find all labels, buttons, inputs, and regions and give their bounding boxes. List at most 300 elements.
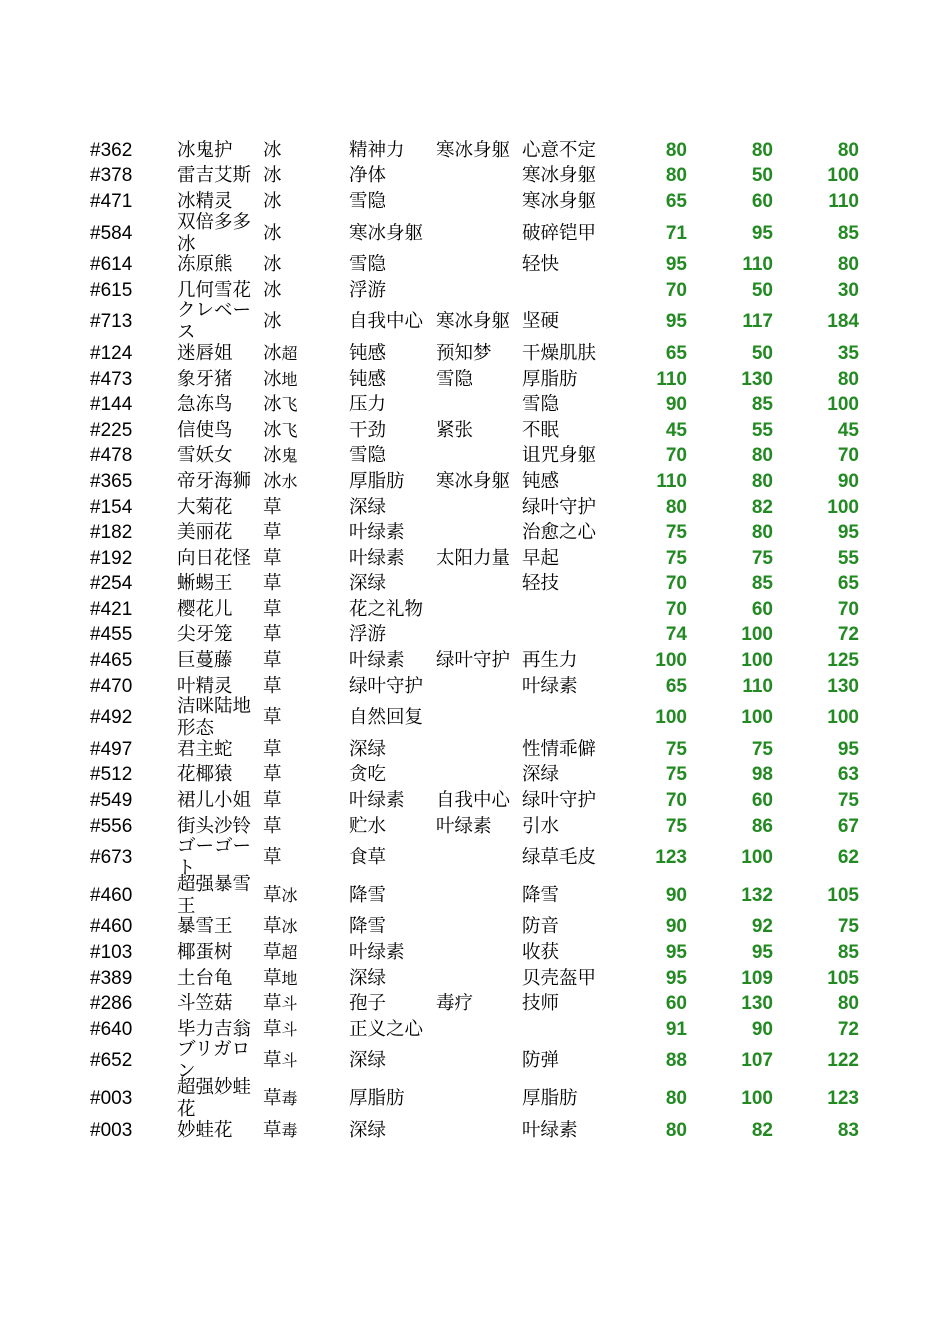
table-row xyxy=(0,189,950,215)
primary-type: 草 xyxy=(263,598,282,620)
stat1-cell: 90 xyxy=(665,394,687,416)
id-cell: #460 xyxy=(90,916,133,938)
name-cell: 几何雪花 xyxy=(177,279,252,301)
ability2-cell xyxy=(436,737,520,763)
id-cell: #378 xyxy=(90,165,133,187)
type-cell xyxy=(263,674,347,700)
ability1-cell: 深绿 xyxy=(349,573,387,595)
stat3-cell: 85 xyxy=(837,222,859,244)
stat1-cell: 75 xyxy=(665,815,687,837)
table-row xyxy=(0,763,950,789)
ability2-cell xyxy=(436,877,520,915)
stat3-cell: 62 xyxy=(837,847,859,869)
stat2-cell: 109 xyxy=(741,967,773,989)
ability2-cell: 雪隐 xyxy=(436,368,474,390)
stat3-cell: 110 xyxy=(828,190,859,212)
ability2-cell xyxy=(436,1118,520,1144)
id-cell: #614 xyxy=(90,254,133,276)
hidden-ability-cell: 防弹 xyxy=(522,1050,560,1072)
secondary-type: 飞 xyxy=(281,420,298,440)
hidden-ability-cell: 防音 xyxy=(522,916,560,938)
table-row xyxy=(0,966,950,992)
secondary-type: 超 xyxy=(281,343,298,363)
secondary-type: 斗 xyxy=(281,1019,298,1039)
stat1-cell: 80 xyxy=(665,165,687,187)
stat3-cell: 122 xyxy=(827,1050,859,1072)
primary-type: 冰 xyxy=(263,222,282,244)
name-cell: 尖牙笼 xyxy=(177,624,233,646)
hidden-ability-cell: 不眠 xyxy=(522,419,560,441)
stat1-cell: 75 xyxy=(665,522,687,544)
name-cell: 超强妙蛙花 xyxy=(177,1076,252,1120)
primary-type: 冰 xyxy=(263,139,282,161)
primary-type: 冰 xyxy=(263,445,282,467)
ability1-cell: 孢子 xyxy=(349,993,387,1015)
name-cell: 洁咪陆地形态 xyxy=(177,696,252,740)
primary-type: 冰 xyxy=(263,254,282,276)
id-cell: #497 xyxy=(90,738,133,760)
name-cell: 土台龟 xyxy=(177,967,233,989)
hidden-ability-cell: 轻技 xyxy=(522,573,560,595)
stat2-cell: 100 xyxy=(741,707,773,729)
name-cell: 急冻鸟 xyxy=(177,394,233,416)
stat2-cell: 80 xyxy=(751,139,773,161)
ability2-cell xyxy=(436,597,520,623)
table-row xyxy=(0,211,950,255)
ability1-cell: 深绿 xyxy=(349,1119,387,1141)
type-cell xyxy=(263,495,347,521)
stat2-cell: 55 xyxy=(751,419,773,441)
type-cell xyxy=(263,1043,347,1081)
stat2-cell: 130 xyxy=(741,993,773,1015)
hidden-ability-cell: 破碎铠甲 xyxy=(522,222,597,244)
stat1-cell: 80 xyxy=(665,139,687,161)
stat2-cell: 80 xyxy=(751,445,773,467)
type-cell xyxy=(263,572,347,598)
stat1-cell: 100 xyxy=(655,707,687,729)
name-cell: 信使鸟 xyxy=(177,419,233,441)
stat1-cell: 95 xyxy=(665,967,687,989)
stat2-cell: 95 xyxy=(751,222,773,244)
stat3-cell: 83 xyxy=(837,1119,859,1141)
hidden-ability-cell xyxy=(522,623,622,649)
stat2-cell: 130 xyxy=(741,368,773,390)
table-row xyxy=(0,737,950,763)
hidden-ability-cell: 降雪 xyxy=(522,884,560,906)
ability1-cell: 降雪 xyxy=(349,916,387,938)
stat2-cell: 85 xyxy=(751,394,773,416)
type-cell xyxy=(263,788,347,814)
name-cell: 毕力吉翁 xyxy=(177,1018,252,1040)
ability1-cell: 叶绿素 xyxy=(349,942,405,964)
hidden-ability-cell: 再生力 xyxy=(522,650,578,672)
primary-type: 草 xyxy=(263,790,282,812)
hidden-ability-cell: 绿叶守护 xyxy=(522,790,597,812)
table-row xyxy=(0,873,950,917)
type-cell xyxy=(263,839,347,877)
ability2-cell xyxy=(436,520,520,546)
secondary-type: 水 xyxy=(281,471,298,491)
stat3-cell: 65 xyxy=(837,573,859,595)
stat1-cell: 91 xyxy=(665,1018,687,1040)
id-cell: #465 xyxy=(90,650,133,672)
id-cell: #460 xyxy=(90,884,133,906)
name-cell: 裙儿小姐 xyxy=(177,790,252,812)
secondary-type: 飞 xyxy=(281,395,298,415)
id-cell: #556 xyxy=(90,815,133,837)
ability1-cell: 深绿 xyxy=(349,496,387,518)
name-cell: 冰鬼护 xyxy=(177,139,233,161)
ability1-cell: 降雪 xyxy=(349,884,387,906)
stat1-cell: 70 xyxy=(665,573,687,595)
type-cell xyxy=(263,648,347,674)
stat2-cell: 80 xyxy=(751,522,773,544)
stat3-cell: 80 xyxy=(837,139,859,161)
type-cell xyxy=(263,189,347,215)
stat3-cell: 100 xyxy=(827,394,859,416)
ability1-cell: 精神力 xyxy=(349,139,405,161)
stat2-cell: 75 xyxy=(751,738,773,760)
stat3-cell: 95 xyxy=(837,522,859,544)
type-cell xyxy=(263,915,347,941)
ability1-cell: 雪隐 xyxy=(349,190,387,212)
type-cell xyxy=(263,215,347,253)
primary-type: 草 xyxy=(263,624,282,646)
stat3-cell: 125 xyxy=(827,650,859,672)
ability1-cell: 厚脂肪 xyxy=(349,1087,405,1109)
name-cell: 冰精灵 xyxy=(177,190,233,212)
primary-type: 草 xyxy=(263,916,282,938)
stat3-cell: 45 xyxy=(837,419,859,441)
stat2-cell: 110 xyxy=(742,254,773,276)
id-cell: #492 xyxy=(90,707,133,729)
name-cell: 妙蛙花 xyxy=(177,1119,233,1141)
ability1-cell: 厚脂肪 xyxy=(349,470,405,492)
ability1-cell: 深绿 xyxy=(349,967,387,989)
type-cell xyxy=(263,138,347,164)
primary-type: 草 xyxy=(263,1050,282,1072)
table-row xyxy=(0,444,950,470)
hidden-ability-cell: 贝壳盔甲 xyxy=(522,967,597,989)
type-cell xyxy=(263,737,347,763)
stat3-cell: 123 xyxy=(827,1087,859,1109)
ability1-cell: 钝感 xyxy=(349,342,387,364)
primary-type: 冰 xyxy=(263,394,282,416)
hidden-ability-cell: 诅咒身躯 xyxy=(522,445,597,467)
stat1-cell: 95 xyxy=(665,311,687,333)
type-cell xyxy=(263,814,347,840)
type-cell xyxy=(263,1017,347,1043)
ability1-cell: 叶绿素 xyxy=(349,790,405,812)
id-cell: #254 xyxy=(90,573,133,595)
ability2-cell xyxy=(436,444,520,470)
table-row xyxy=(0,469,950,495)
secondary-type: 冰 xyxy=(281,885,298,905)
secondary-type: 斗 xyxy=(281,1051,298,1071)
stat3-cell: 72 xyxy=(837,1018,859,1040)
stat1-cell: 95 xyxy=(665,942,687,964)
type-cell xyxy=(263,940,347,966)
stat3-cell: 35 xyxy=(837,342,859,364)
stat2-cell: 75 xyxy=(751,547,773,569)
ability1-cell: 贮水 xyxy=(349,815,387,837)
stat2-cell: 98 xyxy=(751,764,773,786)
ability1-cell: 花之礼物 xyxy=(349,598,424,620)
type-cell xyxy=(263,699,347,737)
hidden-ability-cell: 引水 xyxy=(522,815,560,837)
id-cell: #421 xyxy=(90,598,133,620)
table-row xyxy=(0,341,950,367)
hidden-ability-cell: 治愈之心 xyxy=(522,522,597,544)
ability1-cell: 深绿 xyxy=(349,1050,387,1072)
id-cell: #455 xyxy=(90,624,133,646)
primary-type: 草 xyxy=(263,1087,282,1109)
stat3-cell: 85 xyxy=(837,942,859,964)
ability2-cell: 紧张 xyxy=(436,419,474,441)
table-row xyxy=(0,418,950,444)
stat1-cell: 60 xyxy=(665,993,687,1015)
id-cell: #286 xyxy=(90,993,133,1015)
stat2-cell: 80 xyxy=(751,470,773,492)
table-row xyxy=(0,572,950,598)
stat3-cell: 70 xyxy=(837,445,859,467)
primary-type: 草 xyxy=(263,522,282,544)
ability2-cell: 太阳力量 xyxy=(436,547,511,569)
table-row xyxy=(0,915,950,941)
primary-type: 冰 xyxy=(263,368,282,390)
table-row xyxy=(0,940,950,966)
primary-type: 草 xyxy=(263,967,282,989)
table-row xyxy=(0,1039,950,1083)
ability2-cell xyxy=(436,839,520,877)
ability2-cell xyxy=(436,1080,520,1118)
stat1-cell: 95 xyxy=(665,254,687,276)
table-row xyxy=(0,597,950,623)
primary-type: 草 xyxy=(263,547,282,569)
ability2-cell xyxy=(436,495,520,521)
stat1-cell: 70 xyxy=(665,790,687,812)
table-row xyxy=(0,623,950,649)
table-row xyxy=(0,674,950,700)
ability2-cell: 毒疗 xyxy=(436,993,474,1015)
hidden-ability-cell: 叶绿素 xyxy=(522,675,578,697)
stat1-cell: 65 xyxy=(665,675,687,697)
primary-type: 草 xyxy=(263,815,282,837)
stat1-cell: 123 xyxy=(655,847,687,869)
id-cell: #192 xyxy=(90,547,133,569)
table-row xyxy=(0,520,950,546)
table-row xyxy=(0,138,950,164)
hidden-ability-cell: 收获 xyxy=(522,942,560,964)
type-cell xyxy=(263,597,347,623)
table-row xyxy=(0,648,950,674)
type-cell xyxy=(263,469,347,495)
stat1-cell: 90 xyxy=(665,884,687,906)
ability2-cell xyxy=(436,572,520,598)
table-row xyxy=(0,696,950,740)
name-cell: 雪妖女 xyxy=(177,445,233,467)
stat1-cell: 75 xyxy=(665,547,687,569)
stat3-cell: 67 xyxy=(837,815,859,837)
hidden-ability-cell: 性情乖僻 xyxy=(522,738,597,760)
ability1-cell: 浮游 xyxy=(349,624,387,646)
table-row xyxy=(0,788,950,814)
ability2-cell xyxy=(436,763,520,789)
stat1-cell: 80 xyxy=(665,1087,687,1109)
id-cell: #389 xyxy=(90,967,133,989)
table-row xyxy=(0,991,950,1017)
stat2-cell: 132 xyxy=(741,884,773,906)
primary-type: 草 xyxy=(263,993,282,1015)
ability2-cell: 寒冰身躯 xyxy=(436,139,511,161)
table-row xyxy=(0,392,950,418)
ability1-cell: 自然回复 xyxy=(349,707,424,729)
stat3-cell: 100 xyxy=(827,496,859,518)
id-cell: #154 xyxy=(90,496,133,518)
hidden-ability-cell: 绿草毛皮 xyxy=(522,847,597,869)
ability2-cell xyxy=(436,1017,520,1043)
name-cell: 大菊花 xyxy=(177,496,233,518)
hidden-ability-cell: 深绿 xyxy=(522,764,560,786)
ability1-cell: 干劲 xyxy=(349,419,387,441)
stat3-cell: 63 xyxy=(837,764,859,786)
stat2-cell: 90 xyxy=(751,1018,773,1040)
stat1-cell: 45 xyxy=(665,419,687,441)
stat2-cell: 50 xyxy=(751,342,773,364)
id-cell: #144 xyxy=(90,394,133,416)
ability2-cell xyxy=(436,164,520,190)
name-cell: 君主蛇 xyxy=(177,738,233,760)
type-cell xyxy=(263,546,347,572)
hidden-ability-cell: 坚硬 xyxy=(522,311,560,333)
type-cell xyxy=(263,1118,347,1144)
secondary-type: 鬼 xyxy=(281,446,298,466)
ability2-cell xyxy=(436,623,520,649)
id-cell: #362 xyxy=(90,139,133,161)
ability1-cell: 叶绿素 xyxy=(349,522,405,544)
stat1-cell: 65 xyxy=(665,190,687,212)
hidden-ability-cell: 干燥肌肤 xyxy=(522,342,597,364)
type-cell xyxy=(263,1080,347,1118)
stat2-cell: 100 xyxy=(741,1087,773,1109)
stat2-cell: 85 xyxy=(751,573,773,595)
type-cell xyxy=(263,623,347,649)
hidden-ability-cell: 雪隐 xyxy=(522,394,560,416)
name-cell: 超强暴雪王 xyxy=(177,873,252,917)
stat2-cell: 100 xyxy=(741,624,773,646)
stat1-cell: 75 xyxy=(665,738,687,760)
primary-type: 冰 xyxy=(263,279,282,301)
ability2-cell xyxy=(436,215,520,253)
name-cell: 街头沙铃 xyxy=(177,815,252,837)
secondary-type: 毒 xyxy=(281,1088,298,1108)
ability1-cell: 食草 xyxy=(349,847,387,869)
stat2-cell: 50 xyxy=(751,165,773,187)
stat2-cell: 50 xyxy=(751,279,773,301)
pokemon-table xyxy=(0,138,950,1143)
type-cell xyxy=(263,164,347,190)
ability1-cell: 深绿 xyxy=(349,738,387,760)
stat3-cell: 70 xyxy=(837,598,859,620)
stat1-cell: 70 xyxy=(665,598,687,620)
name-cell: 迷唇姐 xyxy=(177,342,233,364)
primary-type: 冰 xyxy=(263,165,282,187)
primary-type: 草 xyxy=(263,496,282,518)
primary-type: 草 xyxy=(263,738,282,760)
type-cell xyxy=(263,252,347,278)
table-row xyxy=(0,1076,950,1120)
hidden-ability-cell: 钝感 xyxy=(522,470,560,492)
stat2-cell: 95 xyxy=(751,942,773,964)
ability2-cell xyxy=(436,278,520,304)
name-cell: 暴雪王 xyxy=(177,916,233,938)
id-cell: #182 xyxy=(90,522,133,544)
table-row xyxy=(0,1118,950,1144)
id-cell: #470 xyxy=(90,675,133,697)
ability2-cell xyxy=(436,940,520,966)
stat2-cell: 82 xyxy=(751,496,773,518)
table-row xyxy=(0,164,950,190)
ability1-cell: 雪隐 xyxy=(349,254,387,276)
name-cell: 美丽花 xyxy=(177,522,233,544)
table-row xyxy=(0,495,950,521)
id-cell: #365 xyxy=(90,470,133,492)
hidden-ability-cell: 心意不定 xyxy=(522,139,597,161)
type-cell xyxy=(263,278,347,304)
primary-type: 冰 xyxy=(263,311,282,333)
hidden-ability-cell: 厚脂肪 xyxy=(522,1087,578,1109)
hidden-ability-cell: 轻快 xyxy=(522,254,560,276)
type-cell xyxy=(263,763,347,789)
ability1-cell: 叶绿素 xyxy=(349,547,405,569)
stat2-cell: 117 xyxy=(742,311,773,333)
primary-type: 草 xyxy=(263,847,282,869)
hidden-ability-cell xyxy=(522,597,622,623)
type-cell xyxy=(263,966,347,992)
ability2-cell xyxy=(436,392,520,418)
id-cell: #225 xyxy=(90,419,133,441)
stat1-cell: 88 xyxy=(665,1050,687,1072)
stat3-cell: 105 xyxy=(827,967,859,989)
stat1-cell: 71 xyxy=(665,222,687,244)
ability1-cell: 压力 xyxy=(349,394,387,416)
id-cell: #640 xyxy=(90,1018,133,1040)
secondary-type: 地 xyxy=(281,968,298,988)
secondary-type: 斗 xyxy=(281,994,298,1014)
ability2-cell xyxy=(436,915,520,941)
name-cell: 樱花儿 xyxy=(177,598,233,620)
hidden-ability-cell: 叶绿素 xyxy=(522,1119,578,1141)
ability1-cell: 净体 xyxy=(349,165,387,187)
stat3-cell: 90 xyxy=(837,470,859,492)
type-cell xyxy=(263,877,347,915)
stat3-cell: 30 xyxy=(837,279,859,301)
table-row xyxy=(0,252,950,278)
name-cell: ゴーゴート xyxy=(177,836,252,880)
primary-type: 草 xyxy=(263,650,282,672)
stat3-cell: 75 xyxy=(837,916,859,938)
type-cell xyxy=(263,418,347,444)
stat3-cell: 100 xyxy=(827,165,859,187)
id-cell: #003 xyxy=(90,1119,133,1141)
stat1-cell: 65 xyxy=(665,342,687,364)
primary-type: 冰 xyxy=(263,419,282,441)
type-cell xyxy=(263,520,347,546)
ability2-cell xyxy=(436,189,520,215)
table-row xyxy=(0,1017,950,1043)
name-cell: 蜥蜴王 xyxy=(177,573,233,595)
stat1-cell: 74 xyxy=(665,624,687,646)
